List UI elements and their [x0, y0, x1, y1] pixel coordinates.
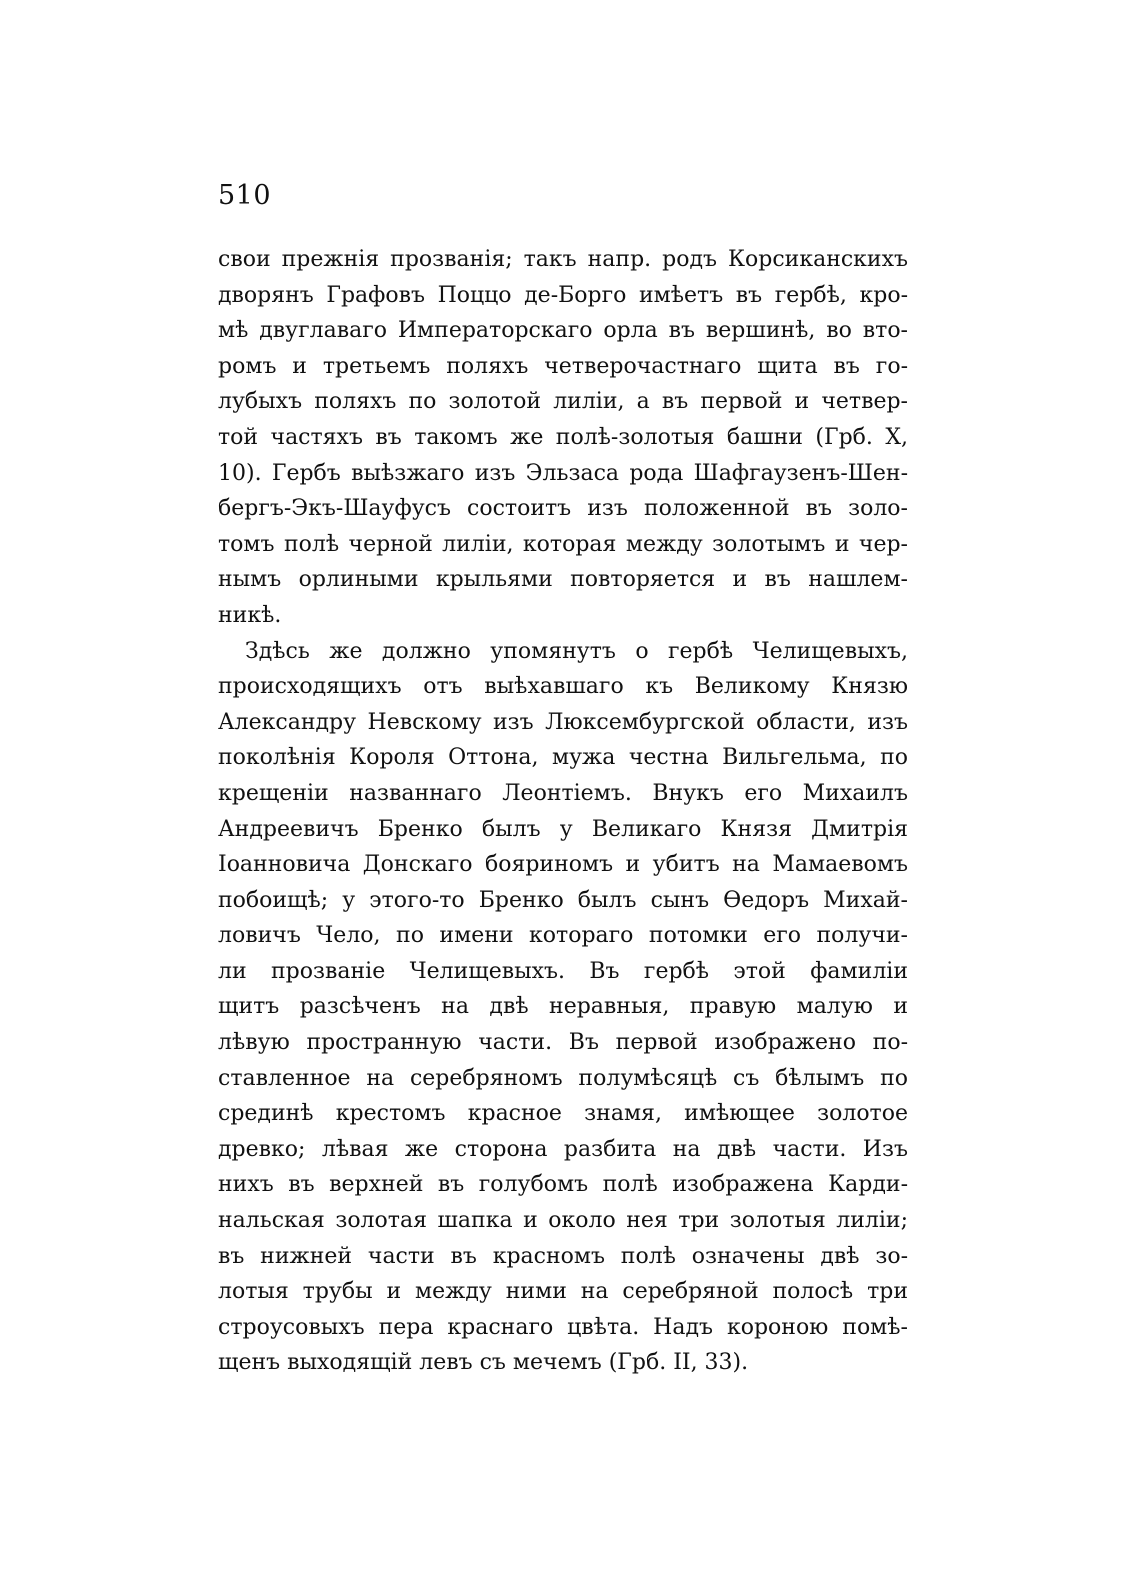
- text-line: лубыхъ поляхъ по золотой лиліи, а въ первой и четвер-: [218, 389, 908, 415]
- text-line: ставленное на серебряномъ полумѣсяцѣ съ бѣлымъ по: [218, 1065, 908, 1091]
- text-line: нальская золотая шапка и около нея три золотыя лиліи;: [218, 1208, 908, 1234]
- text-line: Іоанновича Донскаго бояриномъ и убитъ на Мамаевомъ: [218, 852, 908, 878]
- text-line: побоищѣ; у этого-то Бренко былъ сынъ Ѳедоръ Михай-: [218, 887, 908, 913]
- text-line: лѣвую пространную части. Въ первой изображено по-: [218, 1030, 908, 1056]
- text-line: строусовыхъ пера краснаго цвѣта. Надъ короною помѣ-: [218, 1314, 908, 1340]
- text-line: древко; лѣвая же сторона разбита на двѣ части. Изъ: [218, 1136, 908, 1162]
- text-line: ловичъ Чело, по имени котораго потомки его получи-: [218, 923, 908, 949]
- text-line: свои прежнія прозванія; такъ напр. родъ Корсиканскихъ: [218, 247, 908, 272]
- text-line: томъ полѣ черной лиліи, которая между золотымъ и чер-: [218, 531, 908, 557]
- text-line: лотыя трубы и между ними на серебряной полосѣ три: [218, 1279, 908, 1305]
- text-line: мѣ двуглаваго Императорскаго орла въ вершинѣ, во вто-: [218, 318, 908, 344]
- text-line: нихъ въ верхней въ голубомъ полѣ изображена Карди-: [218, 1172, 908, 1198]
- body-text: [218, 242, 908, 1381]
- text-line: срединѣ крестомъ красное знамя, имѣющее золотое: [218, 1101, 908, 1127]
- paragraph-1: [218, 242, 908, 634]
- text-line: Александру Невскому изъ Люксембургской области, изъ: [218, 709, 908, 735]
- text-line: поколѣнія Короля Оттона, мужа честна Вильгельма, по: [218, 745, 908, 771]
- text-line: въ нижней части въ красномъ полѣ означены двѣ зо-: [218, 1243, 908, 1269]
- page-number: 510: [218, 180, 272, 211]
- text-line: никѣ.: [218, 602, 282, 628]
- text-line: нымъ орлиными крыльями повторяется и въ нашлем-: [218, 567, 908, 593]
- text-line: Андреевичъ Бренко былъ у Великаго Князя Дмитрія: [218, 816, 908, 842]
- text-line: дворянъ Графовъ Поццо де-Борго имѣетъ въ гербѣ, кро-: [218, 282, 908, 308]
- text-line: щенъ выходящій левъ съ мечемъ (Грб. II, 33).: [218, 1350, 749, 1376]
- text-line: бергъ-Экъ-Шауфусъ состоитъ изъ положенной въ золо-: [218, 496, 908, 522]
- paragraph-2: [218, 634, 908, 1381]
- text-line: ли прозваніе Челищевыхъ. Въ гербѣ этой фамиліи: [218, 958, 908, 984]
- text-line: 10). Гербъ выѣзжаго изъ Эльзаса рода Шафгаузенъ-Шен-: [218, 460, 908, 486]
- text-line: щитъ разсѣченъ на двѣ неравныя, правую малую и: [218, 994, 908, 1020]
- text-line: происходящихъ отъ выѣхавшаго къ Великому Князю: [218, 674, 908, 700]
- text-line: крещеніи названнаго Леонтіемъ. Внукъ его Михаилъ: [218, 780, 908, 806]
- text-line: той частяхъ въ такомъ же полѣ-золотыя башни (Грб. X,: [218, 424, 908, 450]
- text-line: Здѣсь же должно упомянутъ о гербѣ Челищевыхъ,: [245, 638, 908, 664]
- text-line: ромъ и третьемъ поляхъ четверочастнаго щита въ го-: [218, 353, 908, 379]
